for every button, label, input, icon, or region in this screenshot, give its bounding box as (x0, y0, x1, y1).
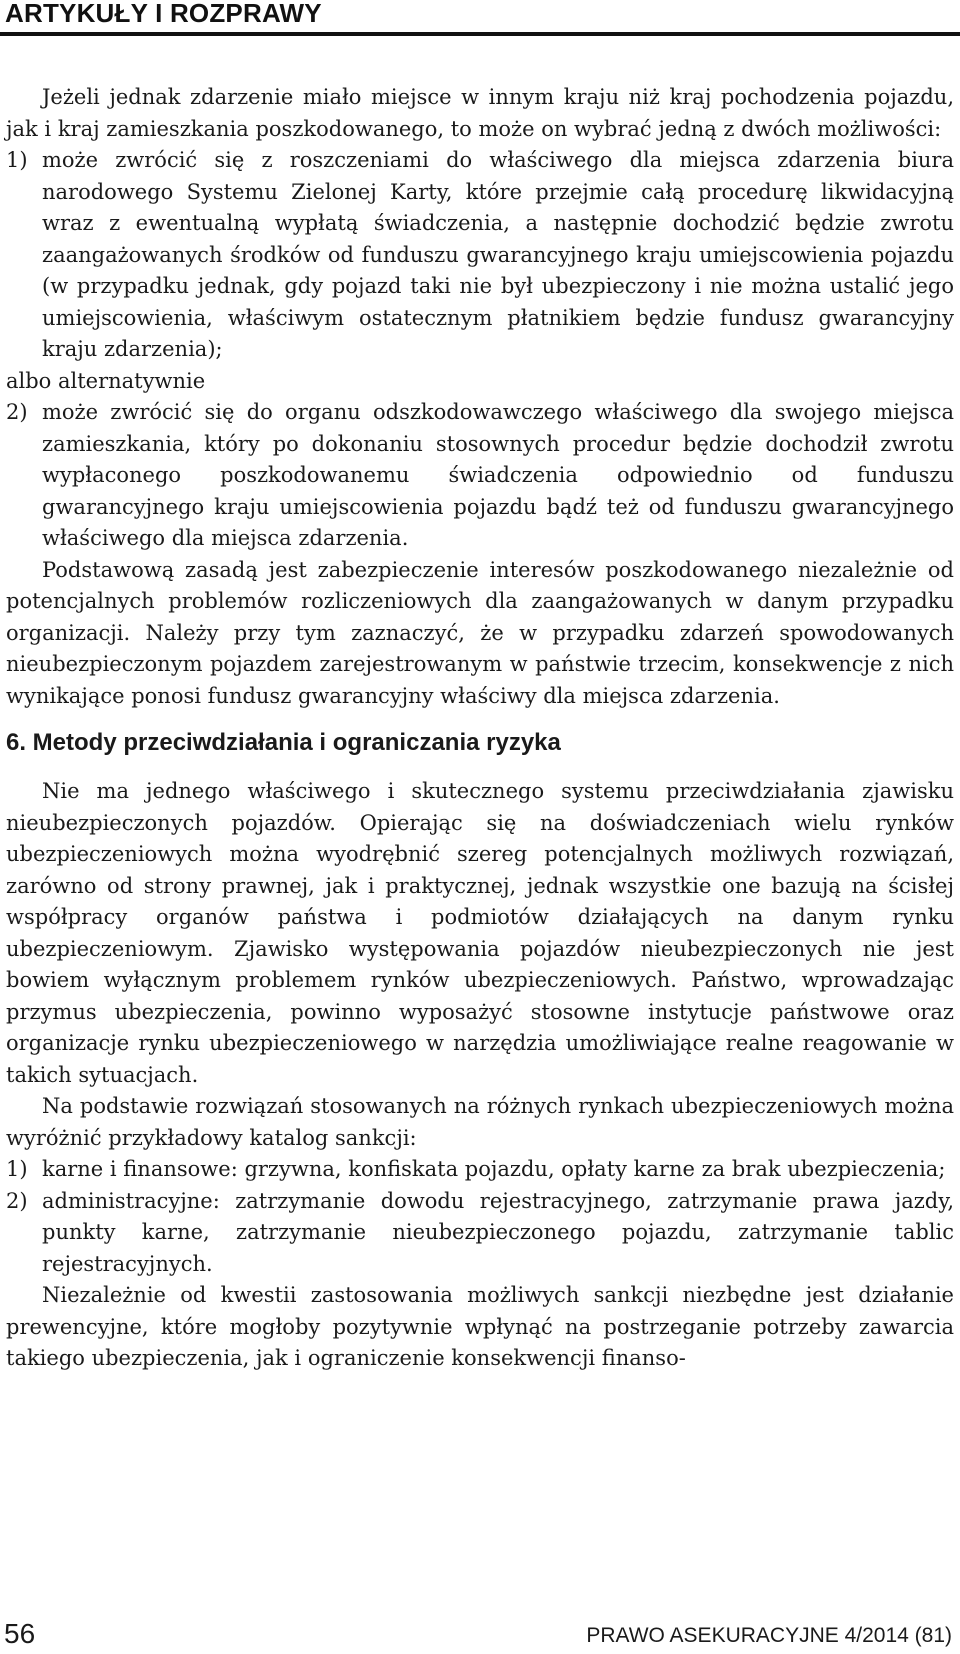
list-number: 1) (6, 148, 28, 172)
paragraph: Na podstawie rozwiązań stosowanych na różnych rynkach ubezpieczeniowych można wyróżnić przykładowy katalog sankcji: (6, 1094, 954, 1150)
list-text: karne i finansowe: grzywna, konfiskata pojazdu, opłaty karne za brak ubezpieczenia; (42, 1157, 946, 1181)
list-text: może zwrócić się z roszczeniami do właściwego dla miejsca zdarzenia biura narodowego Systemu Zielonej Karty, które przejmie całą procedurę likwidacyjną wraz z ewentualną wypłatą świadczenia, a następnie dochodzić będzie zwrotu zaangażowanych środków od funduszu gwarancyjnego kraju umiejscowienia pojazdu (w przypadku jednak, gdy pojazd taki nie był ubezpieczony i nie można ustalić jego umiejscowienia, właściwym ostatecznym płatnikiem będzie fundusz gwarancyjny kraju zdarzenia); (42, 148, 954, 361)
paragraph: Nie ma jednego właściwego i skutecznego systemu przeciwdziałania zjawisku nieubezpieczonych pojazdów. Opierając się na doświadczeniach wielu rynków ubezpieczeniowych można wyodrębnić szereg potencjalnych możliwych rozwiązań, zarówno od strony prawnej, jak i praktycznej, jednak wszystkie one bazują na ścisłej współpracy organów państwa i podmiotów działających na danym rynku ubezpieczeniowym. Zjawisko występowania pojazdów nieubezpieczonych nie jest bowiem wyłącznym problemem rynków ubezpieczeniowych. Państwo, wprowadzając przymus ubezpieczenia, powinno wyposażyć stosowne instytucje państwowe oraz organizacje rynku ubezpieczeniowego w narzędzia umożliwiające realne reagowanie w takich sytuacjach. (6, 779, 954, 1087)
paragraph: albo alternatywnie (6, 368, 206, 393)
list-text: może zwrócić się do organu odszkodowawczego właściwego dla swojego miejsca zamieszkania, który po dokonaniu stosownych procedur będzie dochodził zwrotu wypłaconego poszkodowanemu świadczenia odpowiednio od funduszu gwarancyjnego kraju umiejscowienia pojazdu bądź też od funduszu gwarancyjnego właściwego dla miejsca zdarzenia. (42, 400, 954, 550)
list-item (6, 1154, 954, 1186)
journal-title: PRAWO ASEKURACYJNE 4/2014 (81) (586, 1624, 952, 1647)
paragraph: Niezależnie od kwestii zastosowania możliwych sankcji niezbędne jest działanie prewencyjne, które mogłoby pozytywnie wpłynąć na postrzeganie potrzeby zawarcia takiego ubezpieczenia, jak i ograniczenie konsekwencji finanso- (6, 1283, 954, 1370)
paragraph: Jeżeli jednak zdarzenie miało miejsce w innym kraju niż kraj pochodzenia pojazdu, jak i kraj zamieszkania poszkodowanego, to może on wybrać jedną z dwóch możliwości: (6, 85, 954, 141)
page-footer (0, 1618, 960, 1654)
list-item (6, 145, 954, 366)
section-label: ARTYKUŁY I ROZPRAWY (5, 0, 322, 28)
list-item (6, 1186, 954, 1281)
list-item (6, 397, 954, 555)
section-heading: 6. Metody przeciwdziałania i ograniczania ryzyka (6, 729, 561, 756)
page-number: 56 (4, 1618, 36, 1649)
list-number: 1) (6, 1157, 28, 1181)
list-number: 2) (6, 400, 28, 424)
running-header (0, 0, 960, 36)
paragraph: Podstawową zasadą jest zabezpieczenie interesów poszkodowanego niezależnie od potencjalnych problemów rozliczeniowych dla zaangażowanych w danym przypadku organizacji. Należy przy tym zaznaczyć, że w przypadku zdarzeń spowodowanych nieubezpieczonym pojazdem zarejestrowanym w państwie trzecim, konsekwencje z nich wynikające ponosi fundusz gwarancyjny właściwy dla miejsca zdarzenia. (6, 557, 954, 708)
article-body (6, 82, 954, 1375)
list-number: 2) (6, 1188, 28, 1213)
list-text: administracyjne: zatrzymanie dowodu rejestracyjnego, zatrzymanie prawa jazdy, punkty karne, zatrzymanie nieubezpieczonego pojazdu, zatrzymanie tablic rejestracyjnych. (42, 1188, 954, 1276)
